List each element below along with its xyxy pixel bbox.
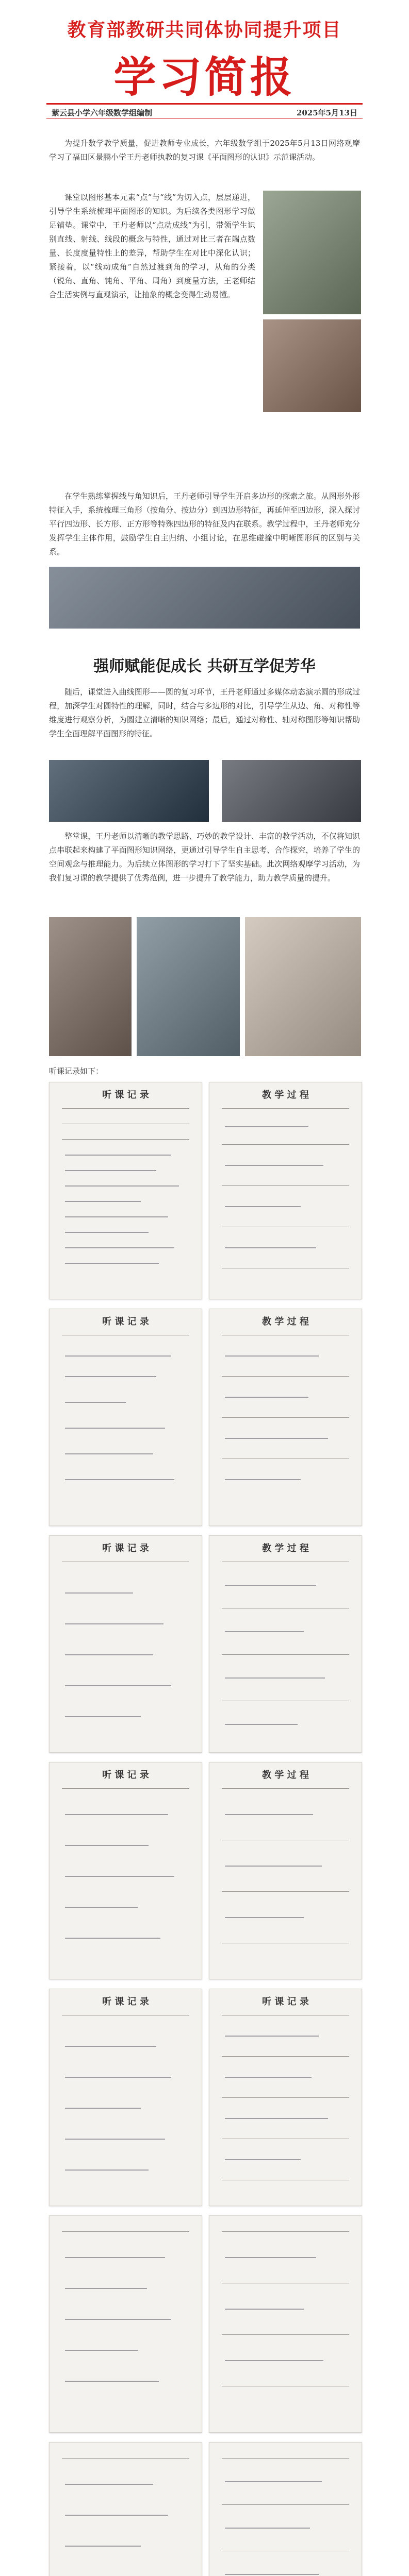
- sheet-title: 教 学 过 程: [262, 1090, 309, 1100]
- listening-record-sheet: [209, 2215, 362, 2433]
- sheet-title: 听 课 记 录: [262, 1996, 309, 2007]
- listening-record-sheet: [209, 1762, 362, 1979]
- listening-record-sheet: [49, 1762, 202, 1979]
- organization-label: 紫云县小学六年级数学组编制: [52, 108, 153, 117]
- article-paragraph: 整堂课，王丹老师以清晰的教学思路、巧妙的教学设计、丰富的教学活动，不仅将知识点串联起来构建了平面图形知识网络，更通过引导学生自主思考、合作探究，培养了学生的空间观念与推理能力。为后续立体图形的学习打下了坚实基础。此次网络观摩学习活动，为我们复习课的教学提供了优秀范例，进一步提升了教学能力，助力教学质量的提升。: [49, 832, 360, 883]
- listening-record-sheet: [209, 1535, 362, 1753]
- article-intro: [49, 137, 360, 164]
- newsletter-header: [0, 0, 409, 131]
- sheet-title: 教 学 过 程: [262, 1770, 309, 1781]
- article-paragraph: 课堂以图形基本元素“点”与“线”为切入点，层层递进，引导学生系统梳理平面图形的知识。为后续各类图形学习做足铺垫。课堂中，王丹老师以“点动成线”为引，带领学生识别直线、射线、线段的概念与特性，通过对比三者在端点数量、长度度量特性上的差异，帮助学生在对比中深化认识；紧接着，以“线动成角”自然过渡到角的学习，从角的分类（锐角、直角、钝角、平角、周角）到度量方法，王老师结合生活实例与直观演示，让抽象的概念变得生动易懂。: [49, 193, 255, 299]
- records-label: 听课记录如下：: [49, 1066, 104, 1076]
- sheet-title: 教 学 过 程: [262, 1543, 309, 1554]
- sheet-title: 听 课 记 录: [102, 1543, 149, 1554]
- section-heading: 强师赋能促成长 共研互学促芳华: [93, 657, 316, 675]
- article-paragraph: 随后，课堂进入曲线图形——圆的复习环节，王丹老师通过多媒体动态演示圆的形成过程，加深学生对圆特性的理解，同时，结合与多边形的对比，引导学生从边、角、对称性等维度进行观察分析，为圆建立清晰的知识网络；最后，通过对称性、轴对称图形等知识帮助学生全面理解平面图形的特征。: [49, 687, 360, 738]
- listening-record-sheet: [49, 1989, 202, 2206]
- lesson-screen-photo: [222, 760, 361, 822]
- article-body-3: [49, 685, 360, 741]
- listening-record-sheet: [209, 1082, 362, 1299]
- sheet-title: 听 课 记 录: [102, 1090, 149, 1100]
- listening-record-sheet: [209, 1309, 362, 1526]
- listening-record-sheet: [49, 1535, 202, 1753]
- article-conclusion: [49, 829, 360, 885]
- teacher-screen-photo: [263, 319, 361, 412]
- listening-record-sheet: [49, 1082, 202, 1299]
- teacher-watching-photo-1: [49, 917, 132, 1056]
- article-paragraph: 为提升数学教学质量，促进教师专业成长，六年级数学组于2025年5月13日网络观摩学习了福田区景鹏小学王丹老师执教的复习课《平面图形的认识》示范课活动。: [49, 139, 360, 162]
- classroom-video-photo: [263, 191, 361, 314]
- listening-record-sheet: [49, 1309, 202, 1526]
- teacher-watching-photo-2: [137, 917, 240, 1056]
- meta-line: [46, 103, 363, 118]
- article-paragraph: 在学生熟练掌握线与角知识后，王丹老师引导学生开启多边形的探索之旅。从图形外形特征入手，系统梳理三角形（按角分、按边分）到四边形特征，再延伸至四边形，深入探讨平行四边形、长方形、正方形等特殊四边形的特征及内在联系。教学过程中，王丹老师充分发挥学生主体作用，鼓励学生自主归纳、小组讨论，在思维碰撞中明晰图形间的区别与关系。: [49, 492, 360, 556]
- listening-record-sheet: [49, 2442, 202, 2576]
- teachers-watching-photo: [49, 567, 360, 629]
- date-label: 2025年5月13日: [296, 108, 357, 117]
- project-title: 教育部教研共同体协同提升项目: [67, 19, 342, 41]
- online-lesson-photo: [49, 760, 209, 822]
- listening-record-sheet: [209, 2442, 362, 2576]
- teacher-watching-photo-3: [245, 917, 361, 1056]
- listening-record-sheet: [209, 1989, 362, 2206]
- listening-record-sheet: [49, 2215, 202, 2433]
- article-body-left: [49, 191, 255, 302]
- article-body-2: [49, 489, 360, 559]
- page-title: 学习简报: [113, 53, 296, 102]
- sheet-title: 听 课 记 录: [102, 1996, 149, 2007]
- sheet-title: 听 课 记 录: [102, 1316, 149, 1327]
- sheet-title: 教 学 过 程: [262, 1316, 309, 1327]
- sheet-title: 听 课 记 录: [102, 1770, 149, 1781]
